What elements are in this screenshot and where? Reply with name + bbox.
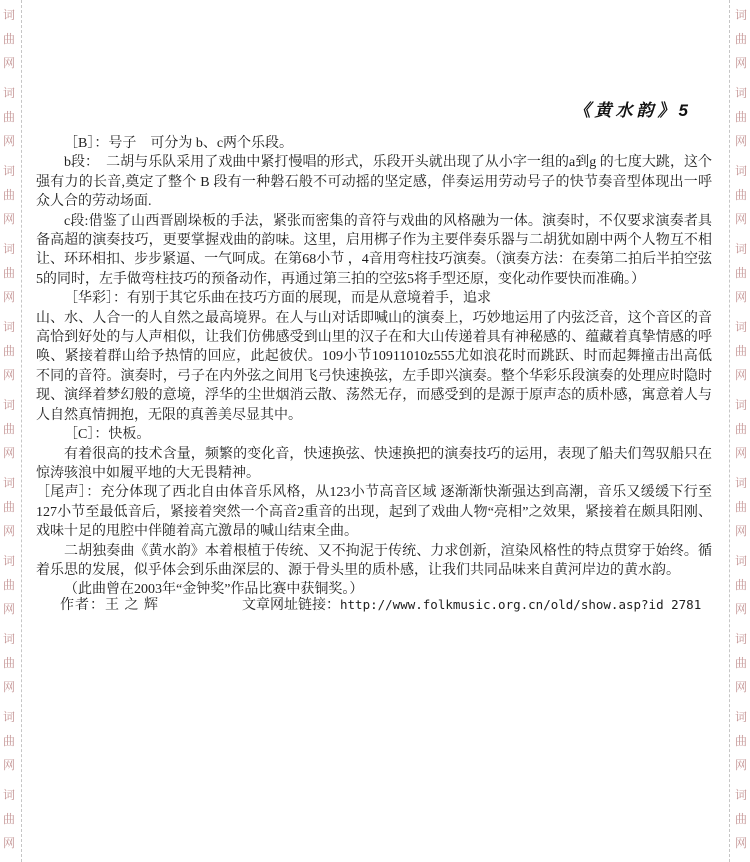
- watermark-group: [1, 81, 17, 153]
- para-section-b-header: ［B］：号子 可分为 b、c两个乐段。: [64, 136, 294, 151]
- watermark-group: [733, 159, 749, 231]
- para-huacai-intro: ［华彩］：有别于其它乐曲在技巧方面的展现，而是从意境着手，追求: [64, 291, 491, 307]
- watermark-char: 网: [2, 212, 15, 226]
- watermark-char: 曲: [2, 344, 15, 358]
- watermark-char: 曲: [2, 578, 15, 592]
- right-dashed-divider: [729, 0, 730, 862]
- watermark-char: 网: [2, 758, 15, 772]
- watermark-group: [1, 237, 17, 309]
- article-url-text: http://www.folkmusic.org.cn/old/show.asp?id 2781: [340, 597, 702, 612]
- watermark-char: 曲: [734, 812, 747, 826]
- watermark-char: 网: [734, 602, 747, 616]
- watermark-char: 网: [2, 680, 15, 694]
- para-allegro-body: 有着很高的技术含量，频繁的变化音，快速换弦、快速换把的演奏技巧的运用，表现了船夫们驾驭船只在惊涛骇浪中如履平地的大无畏精神。: [36, 446, 712, 481]
- para-summary: 二胡独奏曲《黄水韵》本着根植于传统、又不拘泥于传统、力求创新，渲染风格性的特点贯穿于始终。循着乐思的发展，似乎体会到乐曲深层的、源于骨头里的质朴感，让我们共同品味来自黄河岸边的黄水韵。: [36, 543, 712, 578]
- watermark-char: 曲: [2, 812, 15, 826]
- watermark-group: [733, 81, 749, 153]
- watermark-char: 网: [2, 446, 15, 460]
- watermark-group: [733, 705, 749, 777]
- watermark-char: 曲: [2, 656, 15, 670]
- watermark-char: 网: [734, 524, 747, 538]
- watermark-char: 词: [2, 242, 15, 256]
- watermark-char: 网: [2, 368, 15, 382]
- watermark-group: [1, 159, 17, 231]
- author-text: 作者：王 之 辉: [60, 598, 159, 613]
- link-label: 文章网址链接：: [242, 598, 340, 613]
- watermark-group: [1, 315, 17, 387]
- watermark-char: 词: [734, 8, 747, 22]
- watermark-char: 词: [734, 398, 747, 412]
- watermark-char: 网: [2, 836, 15, 850]
- article-link-row: [242, 594, 701, 614]
- watermark-char: 曲: [2, 734, 15, 748]
- watermark-group: [733, 3, 749, 75]
- watermark-char: 词: [734, 632, 747, 646]
- watermark-char: 词: [2, 476, 15, 490]
- watermark-char: 曲: [734, 266, 747, 280]
- watermark-char: 词: [734, 476, 747, 490]
- para-c-passage: c段:借鉴了山西晋剧垛板的手法，紧张而密集的音符与戏曲的风格融为一体。演奏时，不仅要求演奏者具备高超的演奏技巧，更要掌握戏曲的韵味。这里，启用梆子作为主要伴奏乐器与二胡犹如剧中两个人物互不相让、环环相扣、步步紧逼、一气呵成。在第68小节 ，4音用弯柱技巧演奏。（演奏方法：在奏第二拍后半拍空弦5的同时，左手做弯柱技巧的预备动作，再通过第三拍的空弦5将手型还原，变化动作要快而准确。）: [36, 213, 712, 287]
- watermark-char: 网: [2, 134, 15, 148]
- watermark-group: [733, 549, 749, 621]
- watermark-group: [733, 471, 749, 543]
- watermark-char: 词: [2, 788, 15, 802]
- watermark-char: 曲: [2, 32, 15, 46]
- watermark-char: 网: [734, 758, 747, 772]
- watermark-char: 词: [2, 8, 15, 22]
- watermark-char: 网: [734, 290, 747, 304]
- watermark-char: 曲: [734, 344, 747, 358]
- para-section-c-header: ［C］：快板。: [64, 427, 151, 443]
- watermark-group: [733, 237, 749, 309]
- watermark-group: [1, 393, 17, 465]
- page-title: 《黄水韵》5: [573, 101, 692, 120]
- watermark-char: 曲: [2, 422, 15, 436]
- watermark-char: 词: [734, 788, 747, 802]
- watermark-group: [1, 627, 17, 699]
- watermark-char: 曲: [2, 500, 15, 514]
- watermark-group: [1, 471, 17, 543]
- watermark-group: [733, 783, 749, 855]
- watermark-group: [1, 783, 17, 855]
- watermark-char: 曲: [734, 110, 747, 124]
- watermark-char: 词: [2, 710, 15, 724]
- watermark-char: 曲: [734, 32, 747, 46]
- watermark-group: [1, 705, 17, 777]
- watermark-char: 网: [734, 446, 747, 460]
- watermark-char: 曲: [2, 110, 15, 124]
- para-b-passage: b段： 二胡与乐队采用了戏曲中紧打慢唱的形式，乐段开头就出现了从小字一组的a到g 的七度大跳，这个强有力的长音,奠定了整个 B 段有一种磐石般不可动摇的坚定感，伴奏运用劳动号子的快节奏音型体现出一呼众人合的劳动场面.: [36, 155, 712, 210]
- watermark-char: 曲: [734, 500, 747, 514]
- watermark-group: [1, 3, 17, 75]
- watermark-char: 词: [2, 164, 15, 178]
- watermark-char: 网: [2, 56, 15, 70]
- para-coda: ［尾声］：充分体现了西北自由体音乐风格，从123小节高音区域 逐渐渐快渐强达到高潮，音乐又缓缓下行至127小节至最低音后，紧接着突然一个高音2重音的出现，起到了戏曲人物“亮相”之效果，紧接着在颇具阳刚、戏味十足的甩腔中伴随着高亢激昂的喊山结束全曲。: [36, 485, 712, 540]
- article-body: [36, 134, 712, 600]
- watermark-char: 词: [734, 320, 747, 334]
- watermark-char: 网: [734, 56, 747, 70]
- watermark-char: 曲: [734, 578, 747, 592]
- watermark-char: 网: [734, 212, 747, 226]
- watermark-char: 词: [2, 320, 15, 334]
- watermark-group: [733, 393, 749, 465]
- watermark-char: 网: [2, 524, 15, 538]
- watermark-char: 曲: [2, 266, 15, 280]
- watermark-char: 词: [734, 710, 747, 724]
- watermark-char: 网: [734, 134, 747, 148]
- watermark-char: 词: [734, 554, 747, 568]
- watermark-char: 词: [734, 86, 747, 100]
- watermark-column-left: [1, 3, 17, 861]
- watermark-char: 词: [2, 554, 15, 568]
- watermark-char: 词: [2, 632, 15, 646]
- watermark-group: [733, 627, 749, 699]
- watermark-char: 网: [734, 680, 747, 694]
- watermark-char: 网: [734, 836, 747, 850]
- watermark-char: 词: [2, 398, 15, 412]
- para-huacai-body: 山、水、人合一的人自然之最高境界。在人与山对话即喊山的演奏上，巧妙地运用了内弦泛音，这个音区的音高恰到好处的与人声相似，让我们仿佛感受到山里的汉子在和大山传递着具有神秘感的、蕴藏着真挚情感的呼唤、紧接着群山给予热情的回应，此起彼伏。109小节10911010z555尤如浪花时而跳跃、时而起舞撞击出高低不同的音符。演奏时，弓子在内外弦之间用飞弓快速换弦，左手即兴演奏。整个华彩乐段演奏的处理应时隐时现、演绎着梦幻般的意境，浮华的尘世烟消云散、荡然无存，而感受到的是源于原声态的质朴感，寓意着人与人自然真情拥抱，无限的真善美尽显其中。: [36, 310, 712, 423]
- watermark-char: 网: [734, 368, 747, 382]
- watermark-char: 词: [734, 242, 747, 256]
- left-dashed-divider: [21, 0, 22, 862]
- watermark-char: 曲: [2, 188, 15, 202]
- watermark-char: 曲: [734, 734, 747, 748]
- watermark-group: [733, 315, 749, 387]
- watermark-group: [1, 549, 17, 621]
- watermark-char: 曲: [734, 422, 747, 436]
- watermark-char: 词: [734, 164, 747, 178]
- watermark-char: 词: [2, 86, 15, 100]
- watermark-column-right: [733, 3, 749, 861]
- watermark-char: 网: [2, 290, 15, 304]
- watermark-char: 网: [2, 602, 15, 616]
- watermark-char: 曲: [734, 188, 747, 202]
- para-award-note: （此曲曾在2003年“金钟奖”作品比赛中获铜奖。）: [64, 582, 364, 598]
- footer-row: [36, 594, 712, 614]
- watermark-char: 曲: [734, 656, 747, 670]
